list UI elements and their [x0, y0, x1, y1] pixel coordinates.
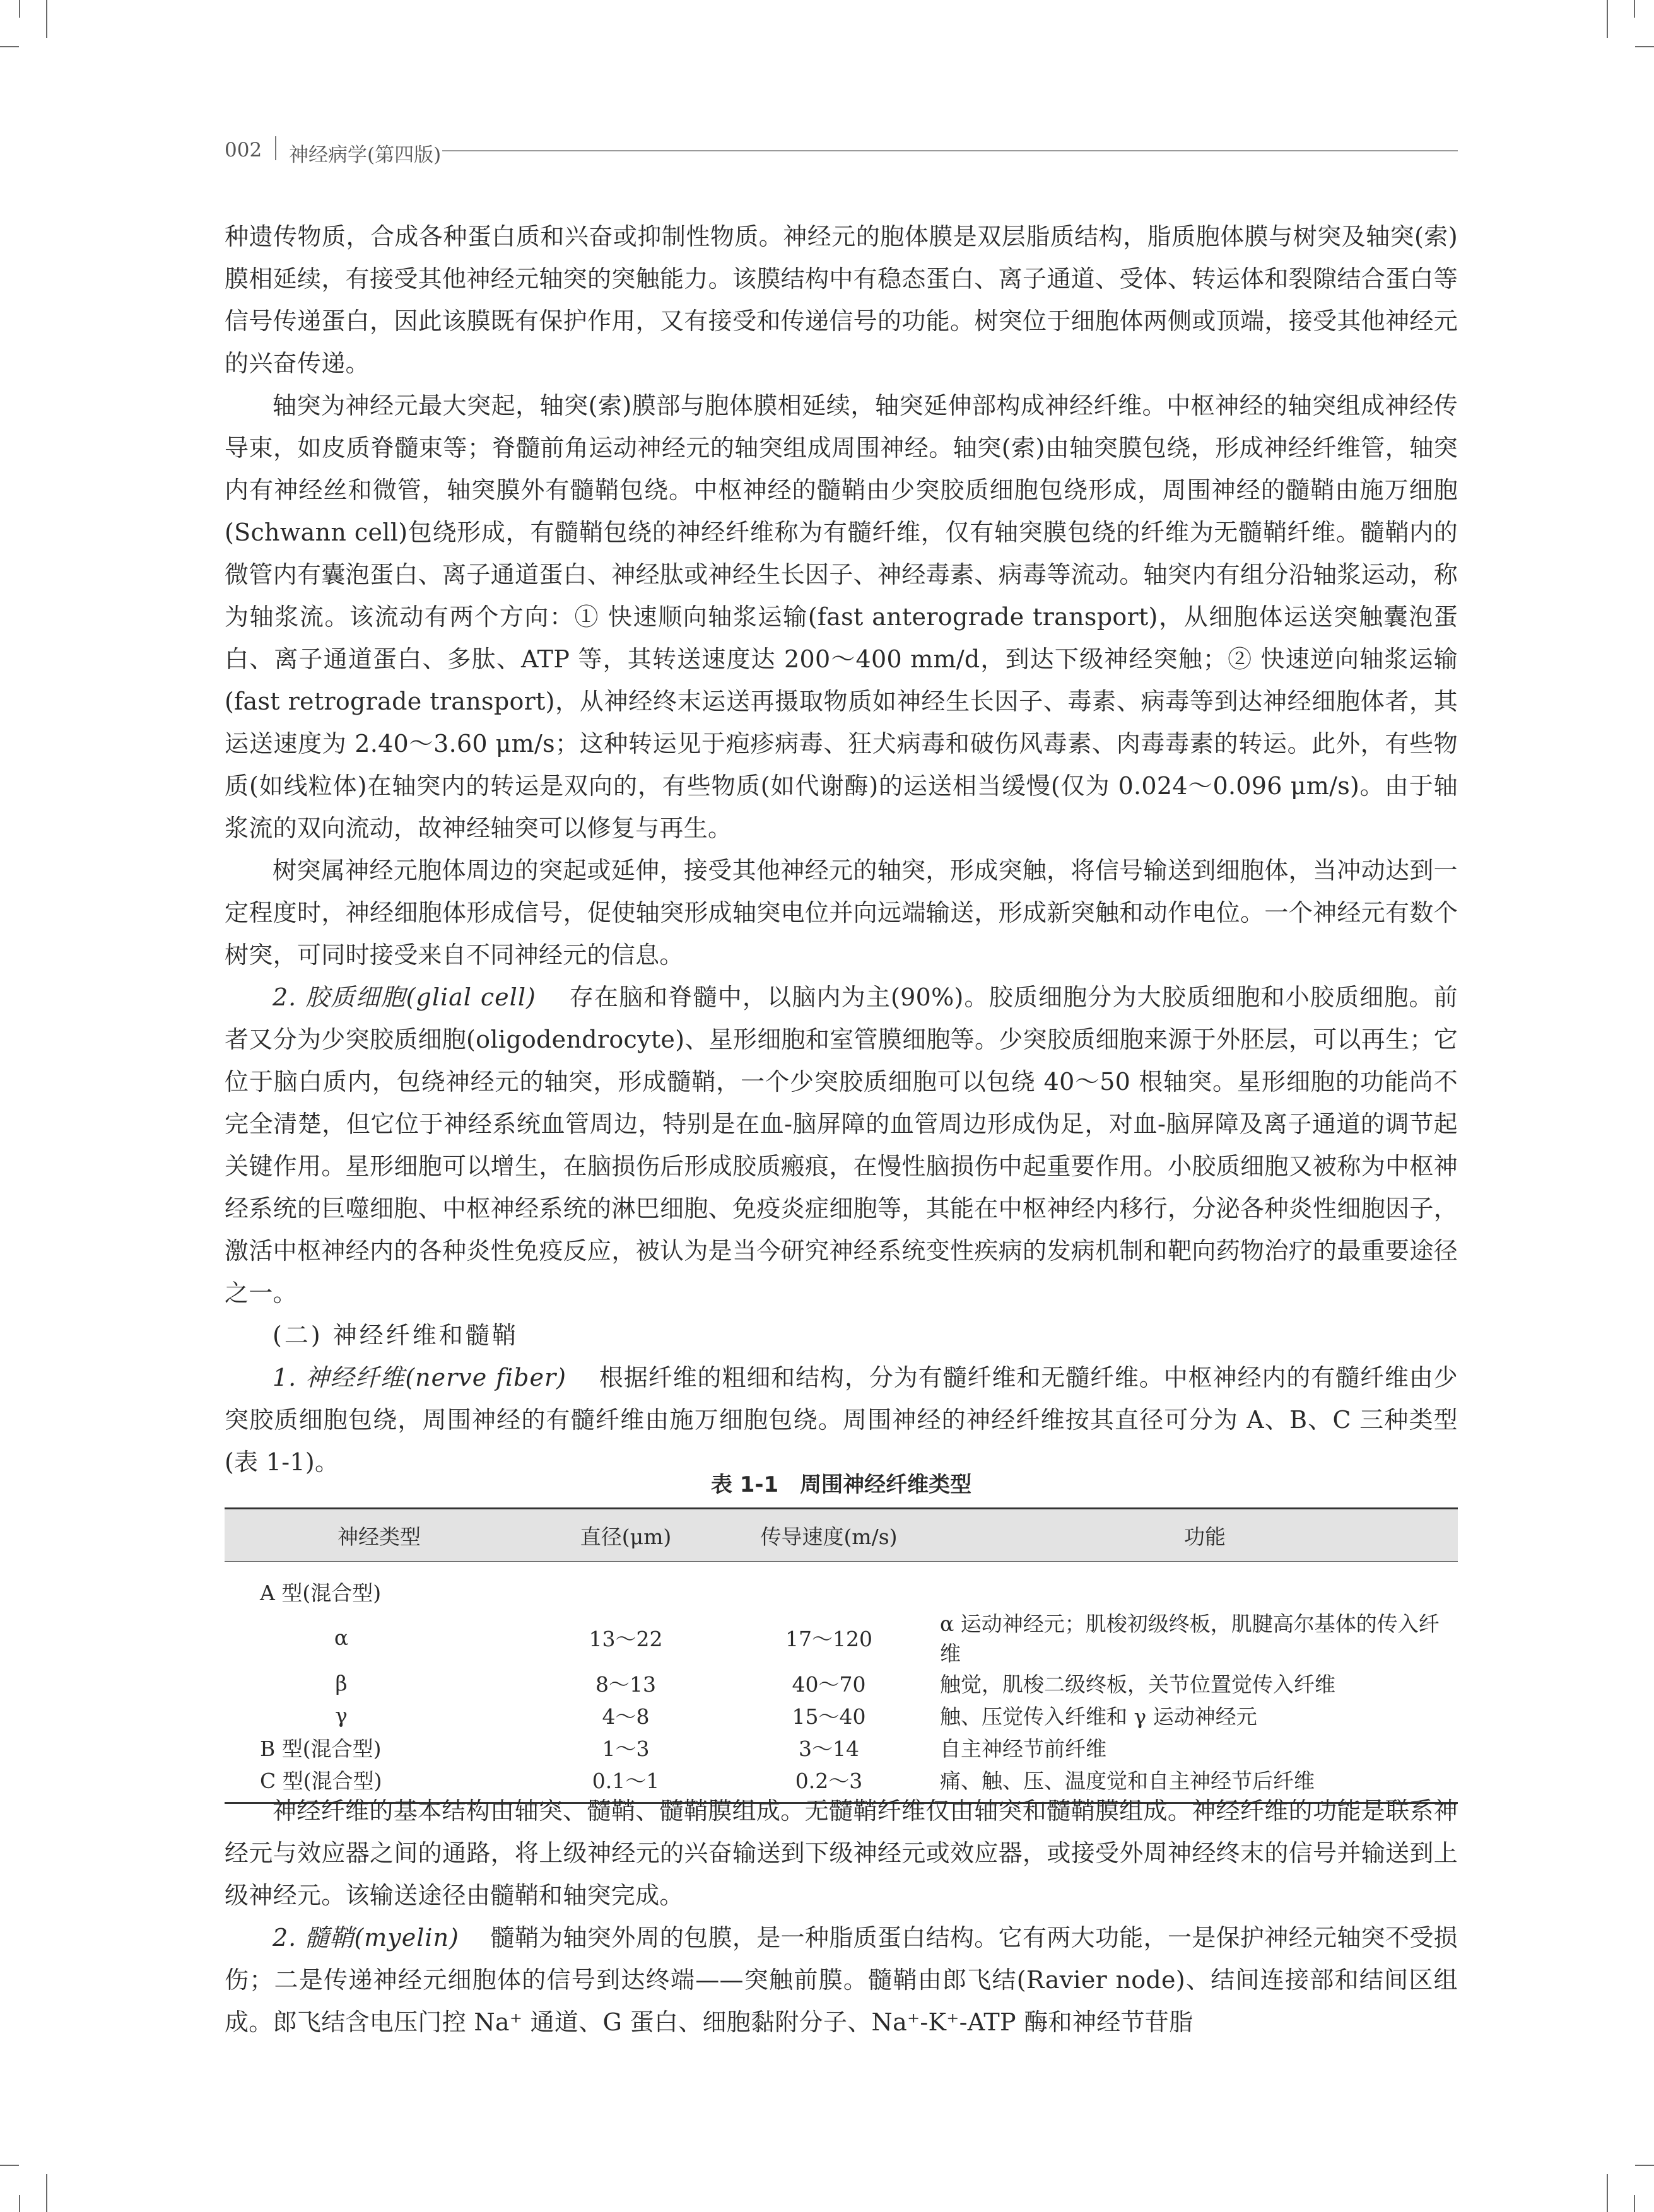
crop-mark-bottom-left-v	[46, 2174, 47, 2212]
myelin-label: 2. 髓鞘(myelin)	[273, 1924, 459, 1952]
crop-mark-top-right-v	[1607, 0, 1608, 38]
cell-velocity: 15～40	[792, 1704, 866, 1729]
cell-function: 触觉，肌梭二级终板，关节位置觉传入纤维	[940, 1672, 1335, 1697]
table-row	[225, 1608, 1458, 1667]
crop-mark-bottom-right-v	[1607, 2174, 1608, 2212]
table-row	[225, 1562, 1458, 1608]
paragraph-myelin	[225, 1917, 1458, 2044]
crop-mark-bottom-right-h	[1635, 2165, 1654, 2166]
body-text-lower	[225, 1790, 1458, 2044]
cell-function: 痛、触、压、温度觉和自主神经节后纤维	[940, 1764, 1458, 1803]
paragraph-1: 种遗传物质，合成各种蛋白质和兴奋或抑制性物质。神经元的胞体膜是双层脂质结构，脂质胞体膜与树突及轴突(索)膜相延续，有接受其他神经元轴突的突触能力。该膜结构中有稳态蛋白、离子通道、受体、转运体和裂隙结合蛋白等信号传递蛋白，因此该膜既有保护作用，又有接受和传递信号的功能。树突位于细胞体两侧或顶端，接受其他神经元的兴奋传递。	[225, 223, 1458, 377]
book-title: 神经病学(第四版)	[289, 144, 442, 167]
myelin-text: 髓鞘为轴突外周的包膜，是一种脂质蛋白结构。它有两大功能，一是保护神经元轴突不受损伤；二是传递神经元细胞体的信号到达终端——突触前膜。髓鞘由郎飞结(Ravier node)、结间连接部和结间区组成。郎飞结含电压门控 Na⁺ 通道、G 蛋白、细胞黏附分子、Na⁺-K⁺-ATP 酶和神经节苷脂	[225, 1924, 1458, 2036]
table-header-row	[225, 1509, 1458, 1562]
cell-function: 触、压觉传入纤维和 γ 运动神经元	[940, 1704, 1257, 1729]
glial-text: 存在脑和脊髓中，以脑内为主(90%)。胶质细胞分为大胶质细胞和小胶质细胞。前者又分为少突胶质细胞(oligodendrocyte)、星形细胞和室管膜细胞等。少突胶质细胞来源于外胚层，可以再生；它位于脑白质内，包绕神经元的轴突，形成髓鞘，一个少突胶质细胞可以包绕 40～50 根轴突。星形细胞的功能尚不完全清楚，但它位于神经系统血管周边，特别是在血-脑屏障的血管周边形成伪足，对血-脑屏障及离子通道的调节起关键作用。星形细胞可以增生，在脑损伤后形成胶质瘢痕，在慢性脑损伤中起重要作用。小胶质细胞又被称为中枢神经系统的巨噬细胞、中枢神经系统的淋巴细胞、免疫炎症细胞等，其能在中枢神经内移行，分泌各种炎性细胞因子，激活中枢神经内的各种炎性免疫反应，被认为是当今研究神经系统变性疾病的发病机制和靶向药物治疗的最重要途径之一。	[225, 983, 1458, 1307]
paragraph-5: 神经纤维的基本结构由轴突、髓鞘、髓鞘膜组成。无髓鞘纤维仅由轴突和髓鞘膜组成。神经纤维的功能是联系神经元与效应器之间的通路，将上级神经元的兴奋输送到下级神经元或效应器，或接受外周神经终末的信号并输送到上级神经元。该输送途径由髓鞘和轴突完成。	[225, 1797, 1458, 1909]
cell-diameter: 4～8	[602, 1704, 650, 1729]
cell-type: α	[334, 1625, 349, 1650]
cell-type: γ	[335, 1703, 348, 1728]
crop-mark-top-left-v	[46, 0, 47, 38]
cell-diameter: 8～13	[595, 1672, 656, 1697]
header-rule	[442, 150, 1458, 151]
table-row	[225, 1667, 1458, 1699]
table-caption: 表 1-1 周围神经纤维类型	[710, 1472, 972, 1497]
header-type: 神经类型	[225, 1509, 534, 1562]
header-function: 功能	[940, 1509, 1458, 1562]
cell-diameter: 1～3	[602, 1736, 650, 1761]
cell-type: C 型(混合型)	[225, 1764, 534, 1803]
header-velocity: 传导速度(m/s)	[718, 1509, 940, 1562]
cell-velocity: 17～120	[785, 1626, 872, 1651]
crop-mark-top-left-v2	[19, 0, 20, 18]
crop-mark-top-left-h	[0, 46, 19, 47]
glial-label: 2. 胶质细胞(glial cell)	[273, 983, 536, 1011]
cell-diameter: 0.1～1	[534, 1764, 718, 1803]
paragraph-2: 轴突为神经元最大突起，轴突(索)膜部与胞体膜相延续，轴突延伸部构成神经纤维。中枢神经的轴突组成神经传导束，如皮质脊髓束等；脊髓前角运动神经元的轴突组成周围神经。轴突(索)由轴突膜包绕，形成神经纤维管，轴突内有神经丝和微管，轴突膜外有髓鞘包绕。中枢神经的髓鞘由少突胶质细胞包绕形成，周围神经的髓鞘由施万细胞(Schwann cell)包绕形成，有髓鞘包绕的神经纤维称为有髓纤维，仅有轴突膜包绕的纤维为无髓鞘纤维。髓鞘内的微管内有囊泡蛋白、离子通道蛋白、神经肽或神经生长因子、神经毒素、病毒等流动。轴突内有组分沿轴浆运动，称为轴浆流。该流动有两个方向：① 快速顺向轴浆运输(fast anterograde transport)，从细胞体运送突触囊泡蛋白、离子通道蛋白、多肽、ATP 等，其转送速度达 200～400 mm/d，到达下级神经突触；② 快速逆向轴浆运输(fast retrograde transport)，从神经终末运送再摄取物质如神经生长因子、毒素、病毒等到达神经细胞体者，其运送速度为 2.40～3.60 μm/s；这种转运见于疱疹病毒、狂犬病毒和破伤风毒素、肉毒毒素的转运。此外，有些物质(如线粒体)在轴突内的转运是双向的，有些物质(如代谢酶)的运送相当缓慢(仅为 0.024～0.096 μm/s)。由于轴浆流的双向流动，故神经轴突可以修复与再生。	[225, 392, 1458, 842]
paragraph-glial	[225, 976, 1458, 1314]
paragraph-nerve-fiber	[225, 1357, 1458, 1483]
crop-mark-bottom-right-v2	[1634, 2195, 1635, 2212]
cell-velocity: 40～70	[792, 1672, 866, 1697]
running-head	[225, 134, 1458, 165]
section-heading: (二) 神经纤维和髓鞘	[273, 1321, 519, 1349]
crop-mark-bottom-left-v2	[19, 2195, 20, 2212]
table-row	[225, 1731, 1458, 1764]
group-label: A 型(混合型)	[260, 1581, 382, 1605]
crop-mark-top-right-v2	[1634, 0, 1635, 18]
header-divider	[275, 136, 276, 160]
cell-diameter: 13～22	[589, 1626, 663, 1651]
cell-type: β	[335, 1671, 348, 1695]
fiber-table	[225, 1507, 1458, 1804]
table-row	[225, 1699, 1458, 1731]
body-text-upper	[225, 216, 1458, 1483]
cell-function: α 运动神经元；肌梭初级终板，肌腱高尔基体的传入纤维	[940, 1612, 1440, 1666]
cell-velocity: 3～14	[799, 1736, 859, 1761]
cell-type: B 型(混合型)	[260, 1736, 382, 1761]
cell-velocity: 0.2～3	[718, 1764, 940, 1803]
cell-function: 自主神经节前纤维	[940, 1736, 1106, 1761]
header-diameter: 直径(μm)	[534, 1509, 718, 1562]
crop-mark-bottom-left-h	[0, 2165, 19, 2166]
paragraph-3: 树突属神经元胞体周边的突起或延伸，接受其他神经元的轴突，形成突触，将信号输送到细胞体，当冲动达到一定程度时，神经细胞体形成信号，促使轴突形成轴突电位并向远端输送，形成新突触和动作电位。一个神经元有数个树突，可同时接受来自不同神经元的信息。	[225, 857, 1458, 969]
crop-mark-top-right-h	[1635, 46, 1654, 47]
nerve-fiber-label: 1. 神经纤维(nerve fiber)	[273, 1364, 566, 1391]
page-number: 002	[225, 139, 262, 161]
nerve-fiber-text: 根据纤维的粗细和结构，分为有髓纤维和无髓纤维。中枢神经内的有髓纤维由少突胶质细胞包绕，周围神经的有髓纤维由施万细胞包绕。周围神经的神经纤维按其直径可分为 A、B、C 三种类型(表 1-1)。	[225, 1364, 1458, 1476]
